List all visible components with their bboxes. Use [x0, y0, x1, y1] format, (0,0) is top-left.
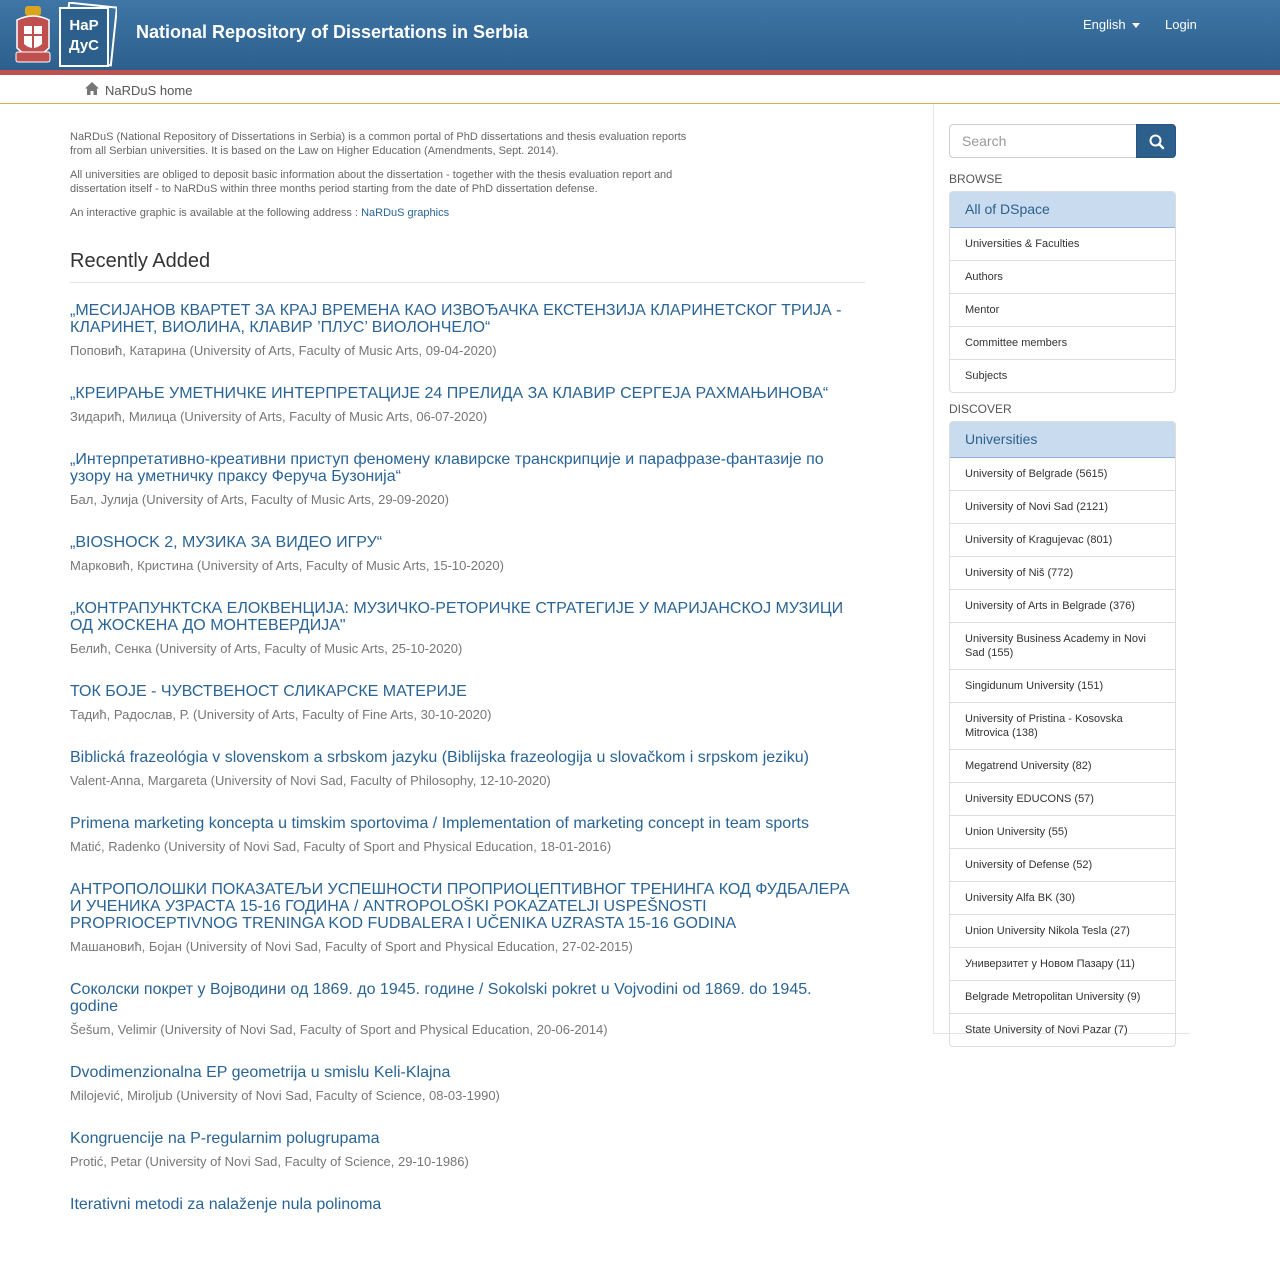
list-item: [70, 683, 865, 722]
discover-item[interactable]: University Business Academy in Novi Sad (155): [950, 622, 1175, 669]
discover-item[interactable]: University EDUCONS (57): [950, 782, 1175, 815]
discover-heading: DISCOVER: [949, 402, 1012, 416]
discover-item[interactable]: University of Niš (772): [950, 556, 1175, 589]
svg-text:НаР: НаР: [69, 17, 99, 34]
item-title-link[interactable]: ТОК БОЈЕ - ЧУВСТВЕНОСТ СЛИКАРСКЕ МАТЕРИЈЕ: [70, 683, 467, 700]
list-item: [70, 385, 865, 424]
discover-item[interactable]: University of Defense (52): [950, 848, 1175, 881]
item-title-link[interactable]: „КРЕИРАЊЕ УМЕТНИЧКЕ ИНТЕРПРЕТАЦИЈЕ 24 ПРЕЛИДА ЗА КЛАВИР СЕРГЕЈА РАХМАЊИНОВА“: [70, 385, 829, 402]
discover-item[interactable]: Union University Nikola Tesla (27): [950, 914, 1175, 947]
search-icon: [1137, 125, 1177, 159]
item-meta: Milojević, Miroljub (University of Novi Sad, Faculty of Science, 08-03-1990): [70, 1088, 500, 1103]
item-meta: Šešum, Velimir (University of Novi Sad, Faculty of Sport and Physical Education, 20-06-2014): [70, 1022, 608, 1037]
list-item: [70, 600, 865, 656]
item-meta: Matić, Radenko (University of Novi Sad, Faculty of Sport and Physical Education, 18-01-2016): [70, 839, 612, 854]
item-title-link[interactable]: Primena marketing koncepta u timskim sportovima / Implementation of marketing concept in team sports: [70, 815, 809, 832]
discover-item[interactable]: Универзитет у Новом Пазару (11): [950, 947, 1175, 980]
item-title-link[interactable]: „КОНТРАПУНКТСКА ЕЛОКВЕНЦИЈА: МУЗИЧКО-РЕТОРИЧКЕ СТРАТЕГИЈЕ У МАРИЈАНСКОЈ МУЗИЦИ ОД ЖОСКЕНА ДО МОНТЕВЕРДИЈА": [70, 600, 844, 634]
list-item: [70, 881, 865, 954]
browse-item[interactable]: Universities & Faculties: [965, 238, 1080, 250]
browse-item[interactable]: Committee members: [950, 326, 1175, 359]
list-item: [70, 1064, 865, 1103]
item-title-link[interactable]: Dvodimenzionalna EP geometrija u smislu Keli-Klajna: [70, 1064, 451, 1081]
serbia-coat-of-arms-icon[interactable]: [14, 4, 52, 66]
discover-item[interactable]: University of Kragujevac (801): [950, 523, 1175, 556]
item-meta: Valent-Anna, Margareta (University of Novi Sad, Faculty of Philosophy, 12-10-2020): [70, 773, 551, 788]
item-title-link[interactable]: Biblická frazeológia v slovenskom a srbskom jazyku (Biblijska frazeologija u slovačkom i srpskom jeziku): [70, 749, 809, 766]
intro-graphics-prefix: An interactive graphic is available at the following address :: [70, 207, 362, 219]
search-button[interactable]: [1136, 124, 1176, 158]
site-header: [0, 0, 1280, 70]
browse-heading: BROWSE: [949, 172, 1003, 186]
discover-item[interactable]: Union University (55): [950, 815, 1175, 848]
language-label: English: [1083, 17, 1126, 32]
intro-text: [70, 130, 865, 220]
discover-item[interactable]: Singidunum University (151): [950, 669, 1175, 702]
discover-item[interactable]: Megatrend University (82): [950, 749, 1175, 782]
intro-paragraph-1: NaRDuS (National Repository of Dissertations in Serbia) is a common portal of PhD dissertations and thesis evaluation reports from all Serbian universities. It is based on the Law on Higher Education (Amendments, Sept. 2014).: [70, 131, 687, 157]
main-content: [70, 130, 865, 1240]
home-icon: [85, 82, 99, 95]
item-title-link[interactable]: „Интерпретативно-креативни приступ феномену клавирске транскрипције и парафразе-фантазије по узору на уметничку праксу Феруча Бузонија“: [70, 451, 824, 485]
caret-down-icon: [1132, 23, 1140, 28]
item-meta: Белић, Сенка (University of Arts, Faculty of Music Arts, 25-10-2020): [70, 641, 463, 656]
discover-item[interactable]: University of Belgrade (5615): [965, 468, 1108, 480]
browse-item[interactable]: Mentor: [950, 293, 1175, 326]
browse-list: [949, 191, 1176, 393]
list-item: [70, 749, 865, 788]
discover-item[interactable]: University of Arts in Belgrade (376): [950, 589, 1175, 622]
list-item: [70, 302, 865, 358]
item-meta: Тадић, Радослав, Р. (University of Arts, Faculty of Fine Arts, 30-10-2020): [70, 707, 492, 722]
discover-item[interactable]: University of Pristina - Kosovska Mitrovica (138): [950, 702, 1175, 749]
discover-item[interactable]: State University of Novi Pazar (7): [950, 1013, 1175, 1046]
browse-item[interactable]: Subjects: [950, 359, 1175, 392]
item-meta: Машановић, Бојан (University of Novi Sad, Faculty of Sport and Physical Education, 27-02-2015): [70, 939, 633, 954]
discover-item[interactable]: University of Novi Sad (2121): [950, 490, 1175, 523]
site-title[interactable]: National Repository of Dissertations in Serbia: [136, 22, 529, 42]
discover-item[interactable]: Belgrade Metropolitan University (9): [950, 980, 1175, 1013]
discover-list: [949, 421, 1176, 1047]
intro-paragraph-3: [70, 206, 710, 220]
item-title-link[interactable]: „BIOSHOCK 2, МУЗИКА ЗА ВИДЕО ИГРУ“: [70, 534, 383, 551]
list-item: [70, 451, 865, 507]
list-item: [70, 981, 865, 1037]
discover-universities[interactable]: Universities: [950, 422, 1175, 458]
search-input[interactable]: [949, 124, 1137, 158]
item-meta: Protić, Petar (University of Novi Sad, Faculty of Science, 29-10-1986): [70, 1154, 469, 1169]
list-item: [70, 815, 865, 854]
breadcrumb: [0, 75, 1280, 104]
item-title-link[interactable]: Kongruencije na P-regularnim polugrupama: [70, 1130, 380, 1147]
item-meta: Поповић, Катарина (University of Arts, Faculty of Music Arts, 09-04-2020): [70, 343, 497, 358]
nardus-logo[interactable]: [57, 2, 117, 68]
list-item: [70, 534, 865, 573]
discover-item[interactable]: University Alfa BK (30): [950, 881, 1175, 914]
language-dropdown[interactable]: [1083, 17, 1140, 32]
browse-all-of-dspace[interactable]: All of DSpace: [950, 192, 1175, 228]
nardus-graphics-link[interactable]: NaRDuS graphics: [361, 207, 450, 219]
item-title-link[interactable]: АНТРОПОЛОШКИ ПОКАЗАТЕЉИ УСПЕШНОСТИ ПРОПРИОЦЕПТИВНОГ ТРЕНИНГА КОД ФУДБАЛЕРА И УЧЕНИКА УЗРАСТА 15-16 ГОДИНА / ANTROPOLOŠKI POKAZATELJI USPEŠNOSTI PROPRIOCEPTIVNOG TRENINGA KOD FUDBALERA I UČENIKA UZRASTA 15-16 GODINA: [70, 881, 850, 932]
recently-added-heading: Recently Added: [70, 250, 865, 283]
item-title-link[interactable]: Iterativni metodi za nalaženje nula polinoma: [70, 1196, 382, 1213]
intro-paragraph-2: All universities are obliged to deposit basic information about the dissertation - together with the thesis evaluation report and dissertation itself - to NaRDuS within three months period starting from the date of PhD dissertation defense.: [70, 169, 673, 195]
svg-text:ДуС: ДуС: [68, 37, 100, 54]
browse-item[interactable]: Authors: [950, 260, 1175, 293]
breadcrumb-home-link[interactable]: NaRDuS home: [105, 83, 193, 98]
item-meta: Зидарић, Милица (University of Arts, Faculty of Music Arts, 06-07-2020): [70, 409, 488, 424]
item-title-link[interactable]: „МЕСИЈАНОВ КВАРТЕТ ЗА КРАЈ ВРЕМЕНА КАО ИЗВОЂАЧКА ЕКСТЕНЗИЈА КЛАРИНЕТСКОГ ТРИЈА - КЛАРИНЕТ, ВИОЛИНА, КЛАВИР ’ПЛУС’ ВИОЛОНЧЕЛО“: [70, 302, 842, 336]
list-item: [70, 1196, 865, 1213]
login-link[interactable]: Login: [1165, 17, 1197, 32]
recent-items-list: [70, 302, 865, 1213]
sidebar: [933, 104, 1190, 1034]
item-meta: Бал, Јулија (University of Arts, Faculty of Music Arts, 29-09-2020): [70, 492, 449, 507]
item-meta: Марковић, Кристина (University of Arts, Faculty of Music Arts, 15-10-2020): [70, 558, 504, 573]
item-title-link[interactable]: Соколски покрет у Војводини од 1869. до 1945. године / Sokolski pokret u Vojvodini od 1869. do 1945. godine: [70, 981, 812, 1015]
list-item: [70, 1130, 865, 1169]
search-form: [949, 124, 1176, 158]
